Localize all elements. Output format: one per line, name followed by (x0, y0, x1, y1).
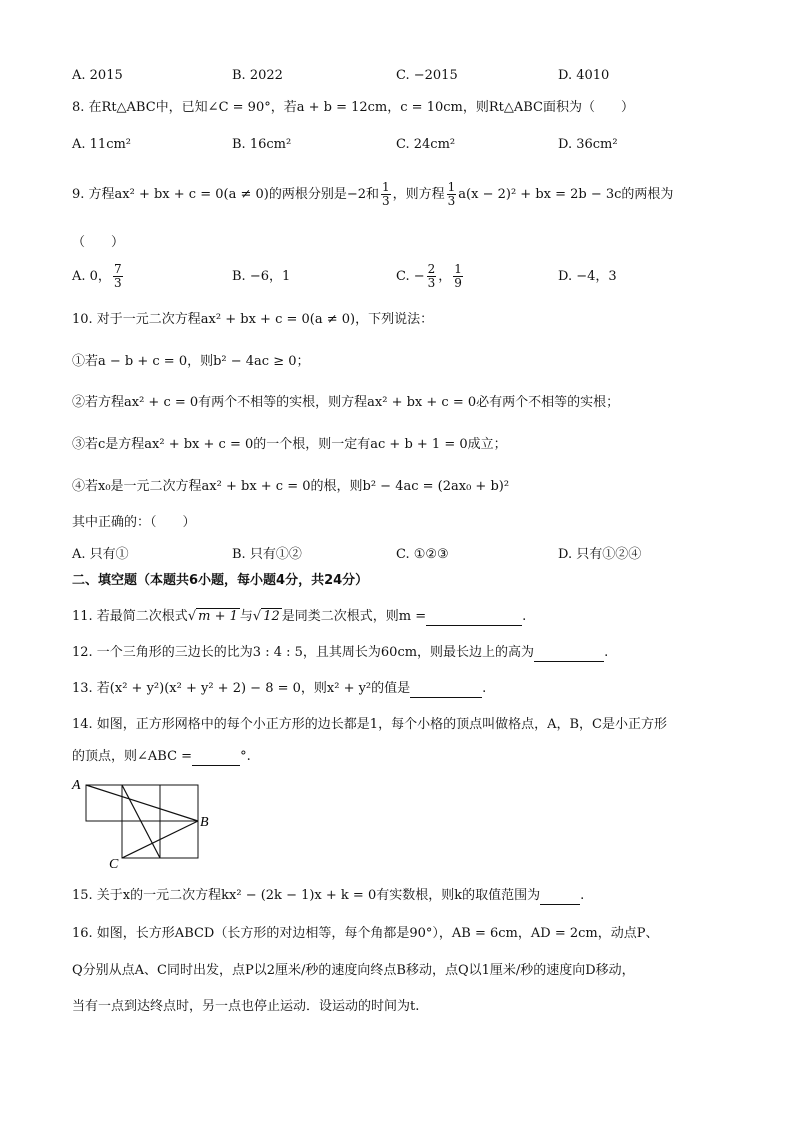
q9-optA-den: 3 (113, 276, 122, 290)
q9-option-a-prefix: A. 0， (72, 269, 111, 284)
q9-option-c-fraction-2 (453, 263, 463, 290)
q7-option-b: B. 2022 (232, 68, 283, 83)
q13-end: . (482, 681, 487, 696)
q9-optC-den1: 3 (427, 276, 436, 290)
q12 (72, 644, 608, 662)
q7-option-c: C. −2015 (396, 68, 458, 83)
q7-option-d: D. 4010 (558, 68, 610, 83)
q11-answer-blank[interactable] (426, 611, 522, 626)
q15-end: . (580, 888, 585, 903)
q15-text: 15. 关于x的一元二次方程kx² − (2k − 1)x + k = 0有实数根，则k的取值范围为 (72, 888, 541, 903)
grid-lines (86, 785, 198, 858)
q10-option-a: A. 只有① (72, 547, 129, 562)
grid-cell-3 (160, 785, 198, 821)
q14-answer-blank[interactable] (192, 751, 240, 766)
q9-option-c-fraction-1 (427, 263, 437, 290)
q9-option-b: B. −6，1 (232, 269, 291, 284)
q15 (72, 887, 584, 905)
grid-cell-5 (160, 821, 198, 858)
q11-part3: 是同类二次根式，则m = (281, 609, 427, 624)
q8-option-c: C. 24cm² (396, 137, 456, 152)
q9-fraction-1 (381, 181, 391, 208)
q14-end: °. (240, 749, 251, 764)
q10-statement-3: ③若c是方程ax² + bx + c = 0的一个根，则一定有ac + b + 1 = 0成立； (72, 437, 507, 452)
q8-option-a: A. 11cm² (72, 137, 132, 152)
q9-stem-part2: ，则方程 (392, 187, 445, 202)
q10-stem: 10. 对于一元二次方程ax² + bx + c = 0(a ≠ 0)，下列说法： (72, 312, 434, 327)
q9-stem-part1: 9. 方程ax² + bx + c = 0(a ≠ 0)的两根分别是−2和 (72, 187, 379, 202)
q11-end: . (522, 609, 527, 624)
q9-fraction-2 (447, 181, 457, 208)
q13-answer-blank[interactable] (410, 683, 482, 698)
q10-option-b: B. 只有①② (232, 547, 302, 562)
q11-radicand-1: m + 1 (198, 609, 238, 624)
grid-cell-4 (122, 821, 160, 858)
segment-ab (86, 785, 198, 821)
q12-text: 12. 一个三角形的三边长的比为3 : 4 : 5，且其周长为60cm，则最长边上的高为 (72, 645, 535, 660)
q8-option-d: D. 36cm² (558, 137, 618, 152)
q9-optC-num1: 2 (427, 262, 436, 276)
q10-statement-4: ④若x₀是一元二次方程ax² + bx + c = 0的根，则b² − 4ac = (2ax₀ + b)² (72, 479, 510, 494)
q9-optC-den2: 9 (454, 276, 462, 290)
q14-grid-figure (66, 772, 226, 872)
q9-stem-part3: a(x − 2)² + bx = 2b − 3c的两根为 (458, 187, 674, 202)
q9-optC-num2: 1 (454, 262, 462, 276)
q14-text: 的顶点，则∠ABC = (72, 749, 193, 764)
point-label-c: C (109, 857, 119, 872)
q9-frac2-den: 3 (447, 194, 456, 208)
q11-part2: 与 (239, 609, 253, 624)
section-2-heading: 二、填空题（本题共6小题，每小题4分，共24分） (72, 573, 369, 588)
q9-answer-paren: （ ） (72, 235, 125, 250)
point-label-a: A (72, 778, 81, 793)
q13-text: 13. 若(x² + y²)(x² + y² + 2) − 8 = 0，则x² + y²的值是 (72, 681, 411, 696)
q12-answer-blank[interactable] (534, 647, 604, 662)
q10-statement-1: ①若a − b + c = 0，则b² − 4ac ≥ 0； (72, 354, 310, 369)
q15-answer-blank[interactable] (540, 890, 580, 905)
q14-line-2 (72, 748, 251, 766)
q10-statement-2: ②若方程ax² + c = 0有两个不相等的实根，则方程ax² + bx + c = 0必有两个不相等的实根； (72, 395, 620, 410)
q9-frac1-den: 3 (382, 194, 390, 208)
q11-radicand-2: 12 (263, 609, 280, 624)
q9-option-c-prefix: C. − (396, 269, 425, 284)
q10-option-c: C. ①②③ (396, 547, 449, 562)
q9-option-c (396, 262, 465, 292)
q13 (72, 680, 486, 698)
q9-optA-num: 7 (113, 262, 122, 276)
q10-option-d: D. 只有①②④ (558, 547, 642, 562)
q8-option-b: B. 16cm² (232, 137, 292, 152)
q16-line-1: 16. 如图，长方形ABCD（长方形的对边相等，每个角都是90°），AB = 6cm，AD = 2cm，动点P、 (72, 926, 659, 941)
q9-option-c-sep: ， (438, 269, 452, 284)
q16-line-3: 当有一点到达终点时，另一点也停止运动．设运动的时间为t. (72, 999, 420, 1014)
q9-stem (72, 180, 673, 210)
point-label-b: B (200, 815, 209, 830)
q10-question: 其中正确的：（ ） (72, 515, 196, 530)
q9-frac2-num: 1 (447, 180, 456, 194)
q11: 11. 若最简二次根式√ m + 1 与√ 12 是同类二次根式，则m = . (72, 609, 527, 624)
q9-option-d: D. −4，3 (558, 269, 617, 284)
q9-option-a (72, 262, 125, 292)
q7-option-a: A. 2015 (72, 68, 123, 83)
q8-stem: 8. 在Rt△ABC中，已知∠C = 90°，若a + b = 12cm，c = 10cm，则Rt△ABC面积为（ ） (72, 100, 634, 115)
q16-line-2: Q分别从点A、C同时出发，点P以2厘米/秒的速度向终点B移动，点Q以1厘米/秒的速度向D移动， (72, 963, 635, 978)
q9-option-a-fraction (113, 263, 123, 290)
q11-part1: 11. 若最简二次根式 (72, 609, 188, 624)
q9-frac1-num: 1 (382, 180, 390, 194)
q14-line-1: 14. 如图，正方形网格中的每个小正方形的边长都是1，每个小格的顶点叫做格点，A，B，C是小正方形 (72, 717, 667, 732)
q12-end: . (604, 645, 609, 660)
